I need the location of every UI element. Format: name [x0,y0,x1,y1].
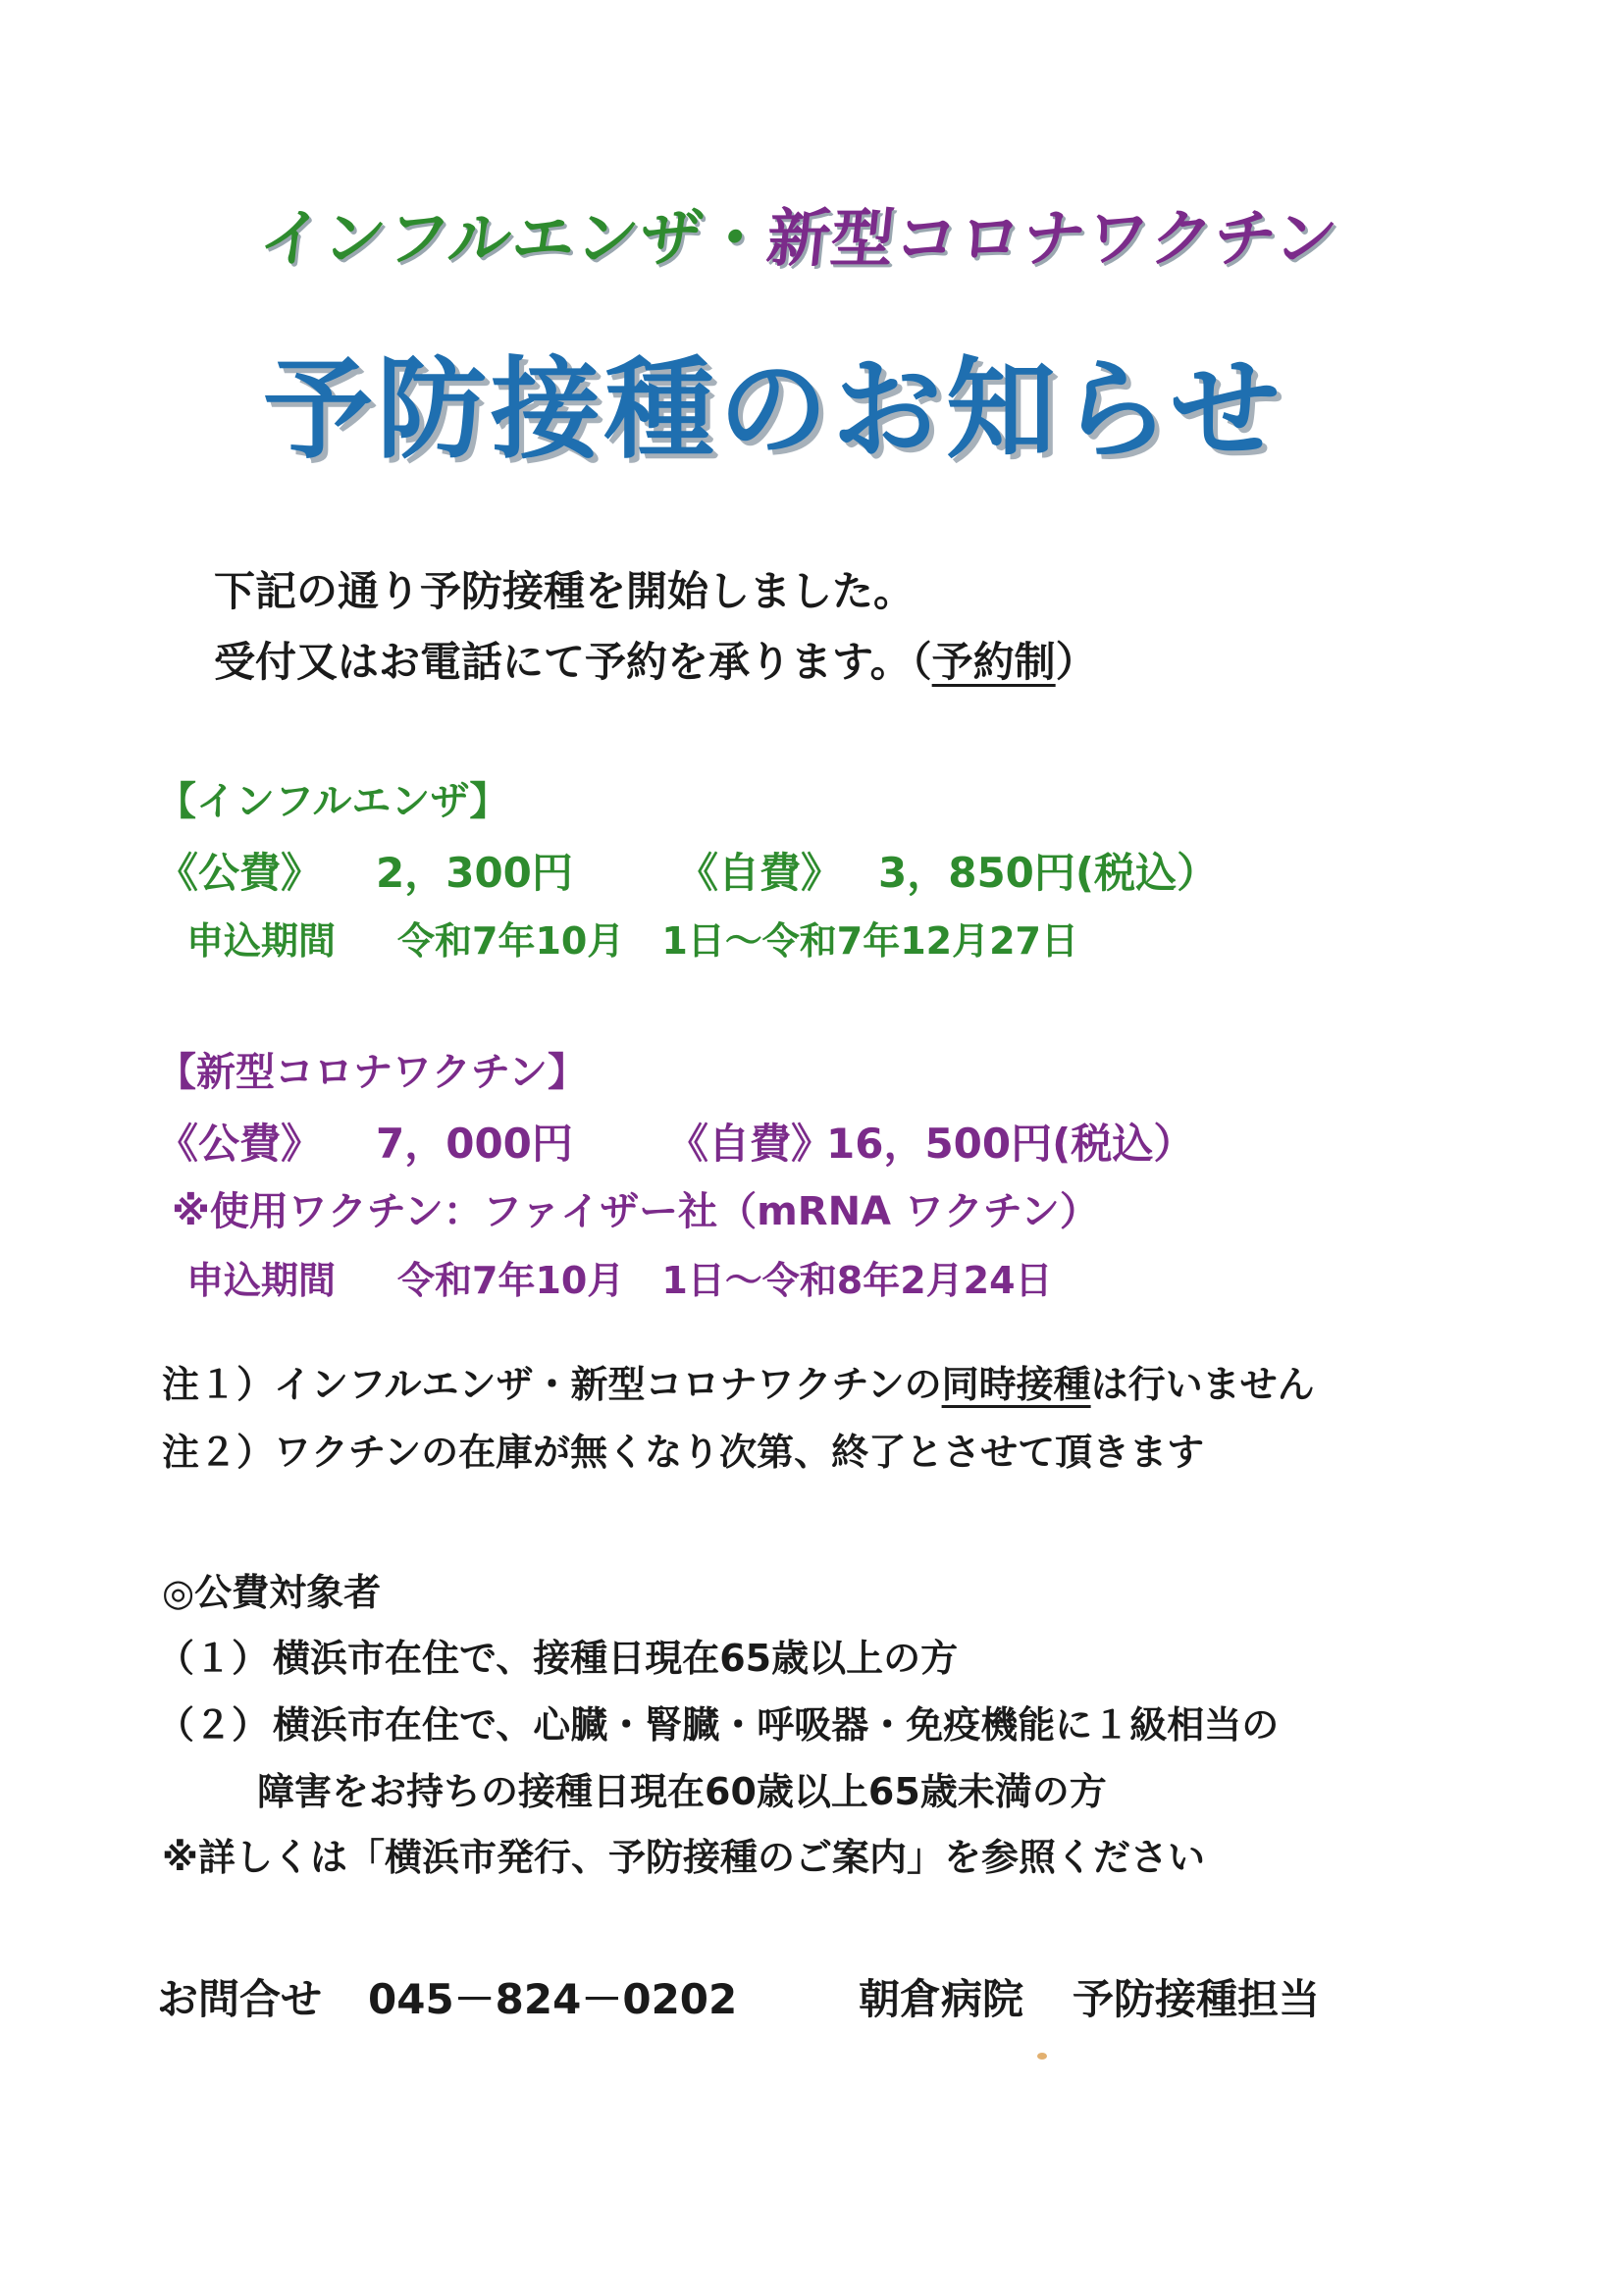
influenza-heading: 【インフルエンザ】 [157,779,509,824]
covid-public-price: 7，000円 [376,1120,573,1168]
reservation-required: 予約制 [931,638,1056,686]
intro-line-2 [214,630,1097,689]
intro-line-2-close: ） [1055,638,1097,686]
contact-phone: 045－824－0202 [368,1975,738,2023]
title-covid: 新型コロナワクチン [762,203,1342,276]
contact-label: お問合せ [157,1975,323,2023]
eligibility-item-2-number: （２） [157,1703,270,1747]
eligibility-item-1-number: （１） [157,1637,270,1680]
covid-period-value: 令和7年10月 1日～令和8年2月24日 [397,1259,1053,1302]
influenza-public-price: 2，300円 [376,849,573,897]
title-line-1 [255,188,1343,279]
covid-self-price: 16，500円(税込） [826,1120,1195,1168]
department-name: 予防接種担当 [1073,1975,1321,2023]
eligibility-heading: ◎公費対象者 [162,1571,382,1614]
intro-line-1: 下記の通り予防接種を開始しました。 [214,567,916,615]
note-1-end: は行いません [1090,1363,1315,1406]
scan-speck [1037,2053,1047,2060]
influenza-self-label: 《自費》 [677,849,843,897]
influenza-period-value: 令和7年10月 1日～令和7年12月27日 [397,919,1078,963]
influenza-period-label: 申込期間 [186,919,337,963]
title-influenza: インフルエンザ・ [255,203,771,276]
page-title: 予防接種のお知らせ [263,346,1284,474]
covid-heading: 【新型コロナワクチン】 [157,1050,587,1095]
influenza-self-price: 3，850円(税込） [878,849,1219,897]
covid-vaccine-note: ※使用ワクチン：ファイザー社（mRNA ワクチン） [172,1189,1099,1234]
covid-period-label: 申込期間 [186,1259,337,1302]
influenza-public-label: 《公費》 [157,849,323,897]
hospital-name: 朝倉病院 [859,1975,1024,2023]
eligibility-item-1: 横浜市在住で、接種日現在65歳以上の方 [273,1637,959,1680]
eligibility-item-2: 横浜市在住で、心臓・腎臓・呼吸器・免疫機能に１級相当の [273,1703,1280,1747]
covid-self-label: 《自費》 [667,1120,833,1168]
covid-public-label: 《公費》 [157,1120,323,1168]
eligibility-note: ※詳しくは「横浜市発行、予防接種のご案内」を参照ください [162,1836,1205,1879]
note-1-text: 注１）インフルエンザ・新型コロナワクチンの [162,1363,942,1406]
note-1 [162,1354,1315,1408]
intro-line-2-text: 受付又はお電話にて予約を承ります。（ [214,638,932,686]
note-2: 注２）ワクチンの在庫が無くなり次第、終了とさせて頂きます [162,1431,1205,1474]
eligibility-item-2-continued: 障害をお持ちの接種日現在60歳以上65歳未満の方 [257,1770,1107,1813]
simultaneous-vaccination: 同時接種 [941,1363,1091,1406]
